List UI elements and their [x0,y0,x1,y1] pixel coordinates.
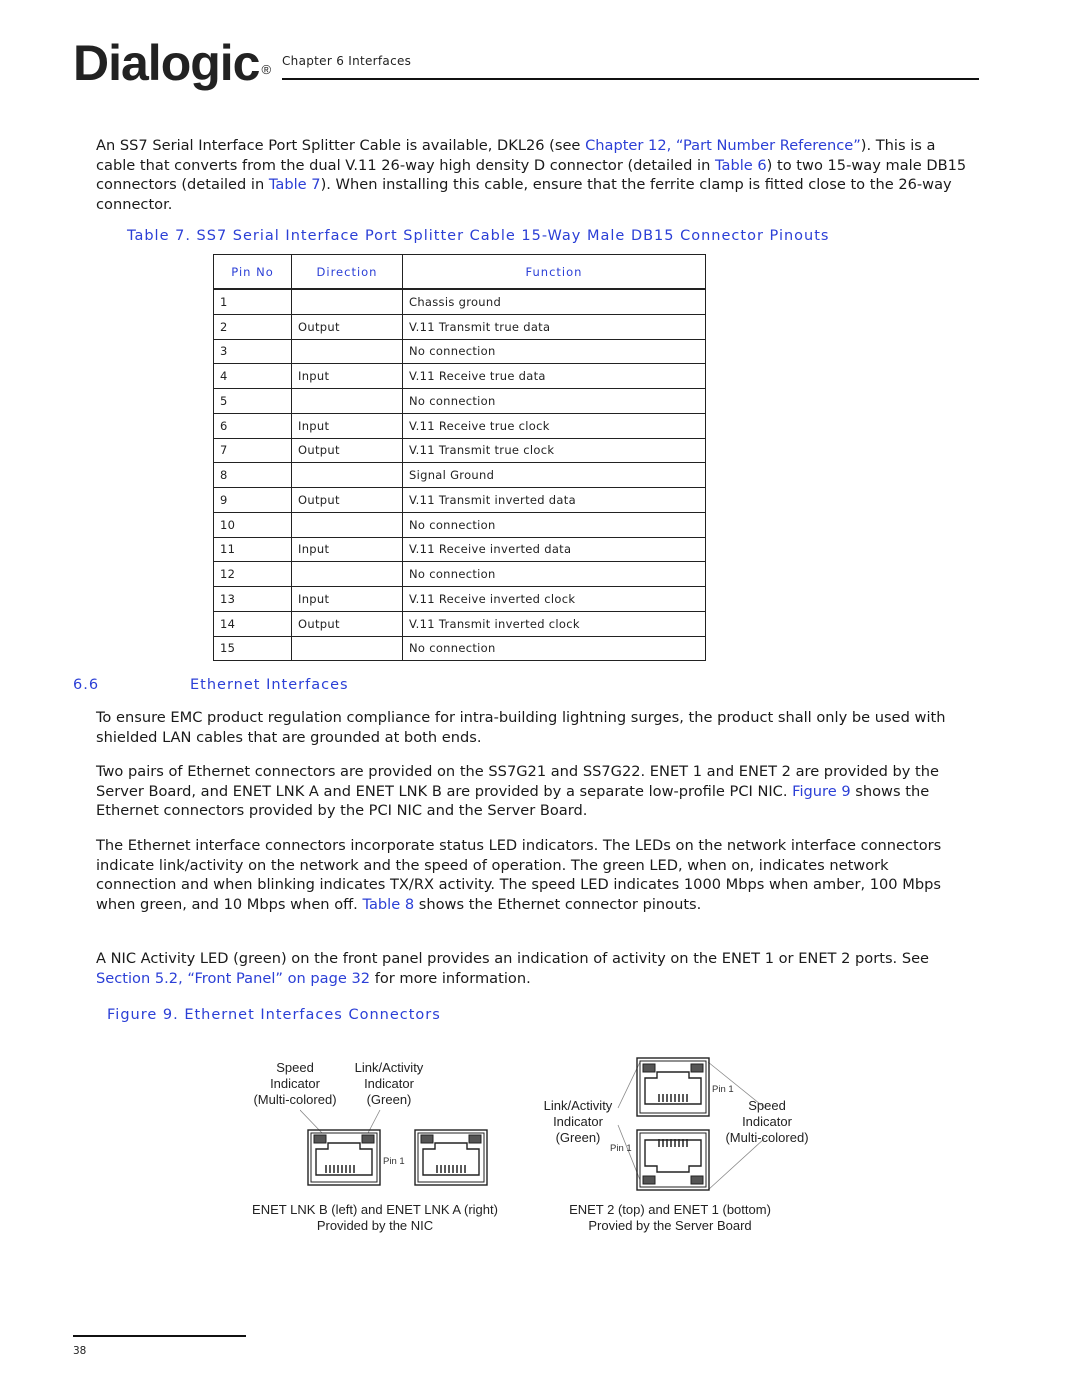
table-7-link[interactable]: Table 7 [268,176,321,193]
pin-number-cell: 14 [214,611,292,636]
function-cell: No connection [403,512,706,537]
function-cell: V.11 Receive true data [403,364,706,389]
function-cell: V.11 Transmit inverted data [403,488,706,513]
table-8-link[interactable]: Table 8 [362,895,415,913]
table-row [214,562,706,587]
direction-cell: Input [292,537,403,562]
function-cell: Signal Ground [403,463,706,488]
direction-cell: Input [292,413,403,438]
figure-9-link[interactable]: Figure 9 [792,782,851,800]
direction-cell: Output [292,438,403,463]
nic-activity-paragraph: A NIC Activity LED (green) on the front panel provides an indication of activity on the ENET 1 or ENET 2 ports. See Section 5.2, “Front Panel” on page 32 for more information. [96,950,930,987]
chapter-label: Chapter 6 Interfaces [282,54,412,68]
table-row [214,463,706,488]
function-cell: No connection [403,339,706,364]
function-cell: No connection [403,562,706,587]
direction-cell [292,339,403,364]
direction-cell: Input [292,587,403,612]
pin-number-cell: 13 [214,587,292,612]
function-cell: No connection [403,389,706,414]
column-header-function: Function [403,255,706,289]
table-row [214,339,706,364]
server-link-indicator-label: Link/Activity Indicator (Green) [543,1098,613,1145]
enet-lnk-b-port-icon [308,1130,380,1185]
chapter-12-link[interactable]: Chapter 12, “Part Number Reference” [585,137,861,154]
enet-2-pin-1-label: Pin 1 [712,1084,734,1095]
table-row [214,314,706,339]
function-cell: No connection [403,636,706,661]
pin-number-cell: 10 [214,512,292,537]
nic-connectors-drawing [300,1105,500,1200]
table-caption: Table 7. SS7 Serial Interface Port Splitter Cable 15-Way Male DB15 Connector Pinouts [127,228,830,244]
direction-cell [292,636,403,661]
led-paragraph: The Ethernet interface connectors incorporate status LED indicators. The LEDs on the network interface connectors indicate link/activity on the network and the speed of operation. The green LED, when on, indicates network connection and when blinking indicates TX/RX activity. The speed LED indicates 1000 Mbps when amber, 100 Mbps when green, and 10 Mbps when off. Table 8 shows the Ethernet connector pinouts. [96,837,942,913]
direction-cell [292,463,403,488]
dialogic-logo: Dialogic ® [73,35,271,91]
direction-cell [292,562,403,587]
enet-lnk-a-port-icon [415,1130,487,1185]
pin-number-cell: 6 [214,413,292,438]
pin-number-cell: 7 [214,438,292,463]
direction-cell [292,512,403,537]
enet-1-pin-1-label: Pin 1 [610,1143,632,1154]
function-cell: V.11 Receive true clock [403,413,706,438]
column-header-direction: Direction [292,255,403,289]
table-row [214,611,706,636]
page-number: 38 [73,1345,87,1357]
header-rule [282,78,979,80]
function-cell: V.11 Receive inverted clock [403,587,706,612]
pin-number-cell: 4 [214,364,292,389]
figure-caption: Figure 9. Ethernet Interfaces Connectors [107,1007,441,1023]
section-5-2-link[interactable]: Section 5.2, “Front Panel” on page 32 [96,969,371,987]
function-cell: V.11 Receive inverted data [403,537,706,562]
table-row [214,512,706,537]
server-figure-caption: ENET 2 (top) and ENET 1 (bottom) Provied by the Server Board [569,1202,771,1233]
function-cell: V.11 Transmit true clock [403,438,706,463]
nic-figure-caption: ENET LNK B (left) and ENET LNK A (right) Provided by the NIC [252,1202,498,1233]
pinout-table [213,254,706,661]
table-row [214,587,706,612]
table-row [214,488,706,513]
table-row [214,438,706,463]
pin-number-cell: 15 [214,636,292,661]
pin-number-cell: 1 [214,290,292,315]
table-row [214,537,706,562]
direction-cell [292,290,403,315]
column-header-pin: Pin No [214,255,292,289]
nic-pin-1-label: Pin 1 [383,1156,405,1167]
function-cell: V.11 Transmit true data [403,314,706,339]
pin-number-cell: 5 [214,389,292,414]
connectors-paragraph: Two pairs of Ethernet connectors are provided on the SS7G21 and SS7G22. ENET 1 and ENET 2 are provided by the Server Board, and ENET LNK A and ENET LNK B are provided by a separate low-profile PCI NIC. Figure 9 shows the Ethernet connectors provided by the PCI NIC and the Server Board. [96,763,940,819]
function-cell: V.11 Transmit inverted clock [403,611,706,636]
server-speed-indicator-label: Speed Indicator (Multi-colored) [725,1098,809,1145]
direction-cell: Output [292,611,403,636]
enet-1-port-icon [637,1130,709,1190]
intro-paragraph: An SS7 Serial Interface Port Splitter Cable is available, DKL26 (see Chapter 12, “Part Number Reference”). This is a cable that converts from the dual V.11 26-way high density D connector (detailed in Table 6) to two 15-way male DB15 connectors (detailed in Table 7). When installing this cable, ensure that the ferrite clamp is fitted close to the 26-way connector. [96,137,967,213]
nic-speed-indicator-label: Speed Indicator (Multi-colored) [253,1060,337,1107]
function-cell: Chassis ground [403,290,706,315]
direction-cell: Output [292,314,403,339]
table-row [214,364,706,389]
nic-link-indicator-label: Link/Activity Indicator (Green) [354,1060,424,1107]
pin-number-cell: 11 [214,537,292,562]
enet-2-port-icon [637,1058,709,1116]
footer-rule [73,1335,246,1337]
pin-number-cell: 9 [214,488,292,513]
table-row [214,389,706,414]
table-6-link[interactable]: Table 6 [715,156,767,174]
table-row [214,413,706,438]
section-title: Ethernet Interfaces [190,677,349,693]
table-row [214,290,706,315]
pin-number-cell: 12 [214,562,292,587]
pin-number-cell: 8 [214,463,292,488]
table-row [214,636,706,661]
direction-cell [292,389,403,414]
section-number: 6.6 [73,677,100,693]
pin-number-cell: 3 [214,339,292,364]
direction-cell: Output [292,488,403,513]
pin-number-cell: 2 [214,314,292,339]
emc-paragraph: To ensure EMC product regulation compliance for intra-building lightning surges, the product shall only be used with shielded LAN cables that are grounded at both ends. [96,709,946,746]
direction-cell: Input [292,364,403,389]
